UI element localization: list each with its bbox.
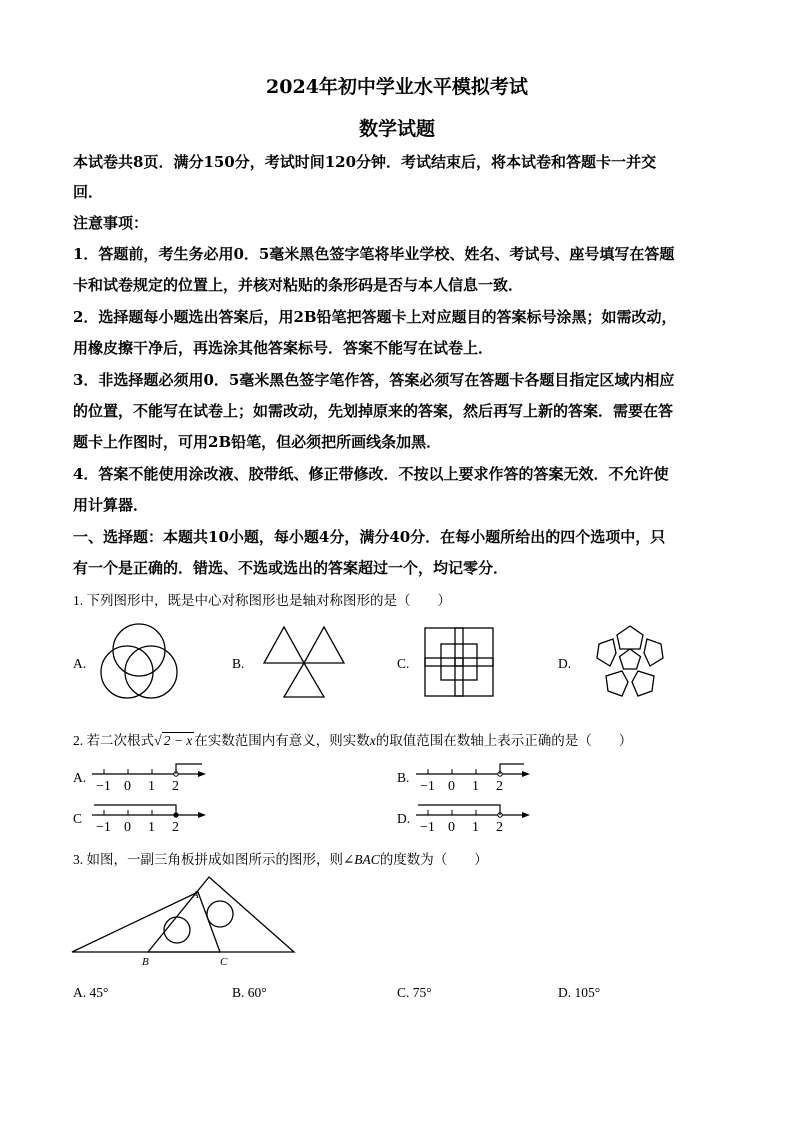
tick-label: 2 — [496, 779, 503, 794]
q1-option-a-label: A. — [73, 656, 87, 671]
q2-radicand: 2 − x — [163, 733, 193, 748]
q1-option-c-label: C. — [397, 656, 410, 671]
number-line-a — [90, 760, 210, 794]
q2-option-a-label: A. — [73, 770, 87, 785]
q3-text-after: 的度数为（ ） — [379, 852, 488, 867]
notes-line: 用橡皮擦干净后，再选涂其他答案标号．答案不能写在试卷上． — [73, 339, 494, 357]
notes-line: 3．非选择题必须用0．5毫米黑色签字笔作答，答案必须写在答题卡各题目指定区域内相应 — [73, 371, 675, 389]
tick-label: 0 — [448, 820, 455, 835]
question-3-text — [73, 848, 488, 868]
three-triangles-figure — [262, 625, 346, 699]
tick-label: 1 — [472, 779, 479, 794]
question-1-text: 1. 下列图形中，既是中心对称图形也是轴对称图形的是（ ） — [73, 593, 451, 608]
three-circles-figure — [95, 622, 185, 704]
intro-line-2: 回． — [73, 183, 104, 201]
notes-line: 用计算器． — [73, 496, 149, 514]
tick-label: 1 — [472, 820, 479, 835]
question-2-text: 2. 若二次根式√ 2 − x 在实数范围内有意义，则实数x的取值范围在数轴上表示正确的是（ ） — [73, 733, 633, 749]
tick-label: 0 — [448, 779, 455, 794]
q2-option-b-label: B. — [397, 770, 410, 785]
pentagons-figure — [590, 622, 670, 702]
q3-option-b: B. 60° — [232, 985, 267, 1000]
tick-label: 0 — [124, 779, 131, 794]
tick-label: −1 — [420, 779, 435, 794]
q2-variable: x — [369, 733, 376, 748]
interlocking-squares-figure — [422, 625, 498, 701]
tick-label: 2 — [172, 779, 179, 794]
number-line-c — [90, 801, 210, 835]
notes-line: 2．选择题每小题选出答案后，用2B铅笔把答题卡上对应题目的答案标号涂黑；如需改动， — [73, 308, 677, 326]
notes-line: 题卡上作图时，可用2B铅笔，但必须把所画线条加黑． — [73, 433, 442, 451]
q1-option-d-label: D. — [558, 656, 572, 671]
section-heading-line-1: 一、选择题：本题共10小题，每小题4分，满分40分．在每小题所给出的四个选项中，只 — [73, 528, 666, 546]
tick-label: 1 — [148, 820, 155, 835]
triangle-set-figure — [70, 872, 300, 968]
q2-text-after: 的取值范围在数轴上表示正确的是（ ） — [375, 733, 633, 748]
notes-line: 4．答案不能使用涂改液、胶带纸、修正带修改．不按以上要求作答的答案无效．不允许使 — [73, 465, 669, 483]
q3-text-before: 3. 如图，一副三角板拼成如图所示的图形，则 — [73, 852, 343, 867]
tick-label: −1 — [96, 820, 111, 835]
q3-option-a: A. 45° — [73, 985, 109, 1000]
tick-label: 0 — [124, 820, 131, 835]
q1-option-b-label: B. — [232, 656, 245, 671]
point-a-label: A — [192, 889, 199, 901]
notes-line: 的位置，不能写在试卷上；如需改动，先划掉原来的答案，然后再写上新的答案．需要在答 — [73, 402, 674, 420]
q2-text-mid: 在实数范围内有意义，则实数 — [194, 733, 370, 748]
tick-label: 2 — [496, 820, 503, 835]
tick-label: −1 — [420, 820, 435, 835]
point-b-label: B — [142, 956, 149, 968]
notes-line: 卡和试卷规定的位置上，并核对粘贴的条形码是否与本人信息一致． — [73, 276, 524, 294]
tick-label: 2 — [172, 820, 179, 835]
q2-text-before: 2. 若二次根式 — [73, 733, 154, 748]
notes-heading: 注意事项： — [73, 214, 149, 232]
q2-option-c-label: C — [73, 811, 83, 826]
number-line-b — [414, 760, 534, 794]
q3-option-c: C. 75° — [397, 985, 432, 1000]
q3-option-d: D. 105° — [558, 985, 601, 1000]
q3-angle: ∠BAC — [343, 852, 380, 867]
notes-line: 1．答题前，考生务必用0．5毫米黑色签字笔将毕业学校、姓名、考试号、座号填写在答题 — [73, 245, 675, 263]
page-title: 2024年初中学业水平模拟考试 — [266, 76, 528, 98]
intro-line-1: 本试卷共8页．满分150分，考试时间120分钟．考试结束后，将本试卷和答题卡一并交 — [73, 153, 657, 171]
q2-option-d-label: D. — [397, 811, 411, 826]
section-heading-line-2: 有一个是正确的．错选、不选或选出的答案超过一个，均记零分． — [73, 559, 509, 577]
tick-label: −1 — [96, 779, 111, 794]
point-c-label: C — [220, 956, 228, 968]
page-subtitle: 数学试题 — [358, 118, 435, 140]
tick-label: 1 — [148, 779, 155, 794]
number-line-d — [414, 801, 534, 835]
